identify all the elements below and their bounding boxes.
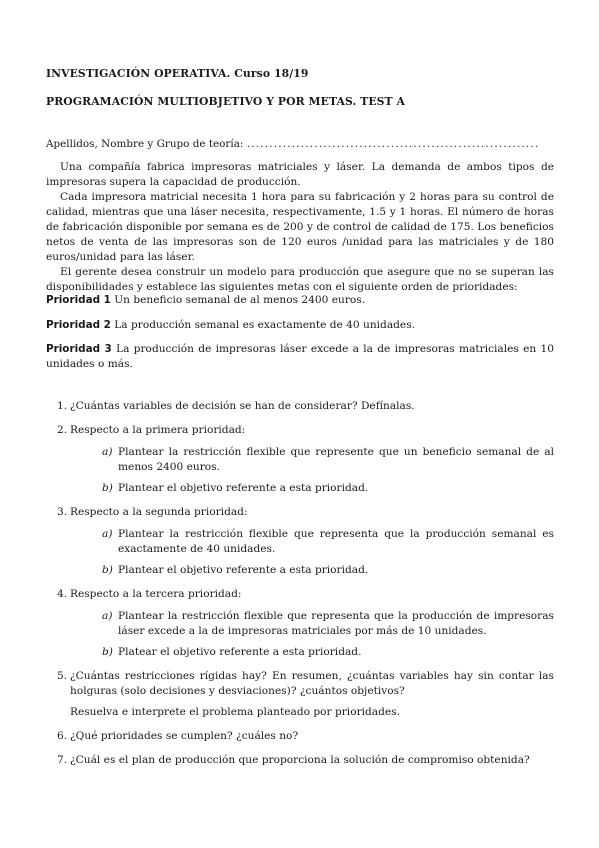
subquestion-letter: b) — [102, 482, 113, 494]
question-number: 4. — [57, 588, 68, 600]
priority-1-label: Prioridad 1 — [46, 294, 111, 306]
intro-paragraph-1: Una compañía fabrica impresoras matriciales y láser. La demanda de ambos tipos de impresoras supera la capacidad de producción. — [46, 161, 554, 188]
problem-statement — [46, 160, 554, 295]
student-info-label: Apellidos, Nombre y Grupo de teoría: — [46, 138, 244, 150]
question-number: 2. — [57, 424, 68, 436]
question-number: 7. — [57, 754, 68, 766]
subquestion-text: Platear el objetivo referente a esta prioridad. — [118, 646, 362, 658]
question-text: ¿Cuál es el plan de producción que proporciona la solución de compromiso obtenida? — [70, 754, 530, 766]
question-1 — [46, 399, 554, 414]
subquestion — [94, 445, 554, 475]
subquestion — [94, 563, 554, 578]
test-title: PROGRAMACIÓN MULTIOBJETIVO Y POR METAS. TEST A — [46, 95, 406, 108]
subquestion-letter: a) — [102, 610, 113, 622]
subquestion-text: Plantear el objetivo referente a esta prioridad. — [118, 482, 369, 494]
question-text: ¿Qué prioridades se cumplen? ¿cuáles no? — [70, 730, 299, 742]
student-info-line — [46, 137, 554, 152]
subquestion — [94, 481, 554, 496]
subquestion — [94, 527, 554, 557]
question-number: 1. — [57, 400, 68, 412]
question-3 — [46, 505, 554, 578]
question-6 — [46, 729, 554, 744]
subquestion-list — [70, 527, 554, 578]
question-text: ¿Cuántas variables de decisión se han de considerar? Defínalas. — [70, 400, 415, 412]
priority-3-label: Prioridad 3 — [46, 343, 112, 355]
subquestion — [94, 609, 554, 639]
course-title: INVESTIGACIÓN OPERATIVA. Curso 18/19 — [46, 67, 309, 80]
question-text: Respecto a la primera prioridad: — [70, 424, 246, 436]
subquestion-letter: b) — [102, 564, 113, 576]
intro-paragraph-3: El gerente desea construir un modelo para producción que asegure que no se superan las disponibilidades y establece las siguientes metas con el siguiente orden de prioridades: — [46, 266, 554, 293]
question-2 — [46, 423, 554, 496]
question-number: 3. — [57, 506, 68, 518]
question-5 — [46, 669, 554, 720]
subquestion-letter: a) — [102, 528, 113, 540]
question-list — [46, 399, 554, 777]
priority-1-text: Un beneficio semanal de al menos 2400 euros. — [114, 294, 366, 306]
subquestion-text: Plantear la restricción flexible que represente que un beneficio semanal de al menos 2400 euros. — [118, 446, 554, 473]
question-text: Respecto a la segunda prioridad: — [70, 506, 248, 518]
student-info-dots: ................................................................. — [246, 138, 540, 150]
subquestion-list — [70, 445, 554, 496]
question-7 — [46, 753, 554, 768]
priority-2-text: La producción semanal es exactamente de 40 unidades. — [114, 319, 416, 331]
intro-paragraph-2: Cada impresora matricial necesita 1 hora para su fabricación y 2 horas para su control de calidad, mientras que una láser necesita, respectivamente, 1.5 y 1 horas. El número de horas de fabricación disponible por semana es de 200 y de control de calidad de 175. Los beneficios netos de venta de las impresoras son de 120 euros /unidad para las matriciales y de 180 euros/unidad para las láser. — [46, 191, 554, 263]
subquestion-text: Plantear la restricción flexible que representa que la producción de impresoras láser excede a la de impresoras matriciales por más de 10 unidades. — [118, 610, 554, 637]
priority-3-text: La producción de impresoras láser excede a la de impresoras matriciales en 10 unidades o más. — [46, 343, 554, 370]
subquestion-text: Plantear el objetivo referente a esta prioridad. — [118, 564, 369, 576]
question-number: 6. — [57, 730, 68, 742]
priority-2 — [46, 318, 554, 333]
subquestion — [94, 645, 554, 660]
question-4 — [46, 587, 554, 660]
question-text: ¿Cuántas restricciones rígidas hay? En resumen, ¿cuántas variables hay sin contar las holguras (solo decisiones y desviaciones)? ¿cuántos objetivos? — [70, 670, 554, 697]
priority-1 — [46, 293, 554, 308]
question-text: Respecto a la tercera prioridad: — [70, 588, 242, 600]
subquestion-letter: b) — [102, 646, 113, 658]
question-number: 5. — [57, 670, 68, 682]
subquestion-letter: a) — [102, 446, 113, 458]
priority-2-label: Prioridad 2 — [46, 319, 111, 331]
subquestion-list — [70, 609, 554, 660]
instruction-note: Resuelva e interprete el problema planteado por prioridades. — [70, 706, 400, 718]
priority-3 — [46, 342, 554, 372]
subquestion-text: Plantear la restricción flexible que representa que la producción semanal es exactamente de 40 unidades. — [118, 528, 554, 555]
